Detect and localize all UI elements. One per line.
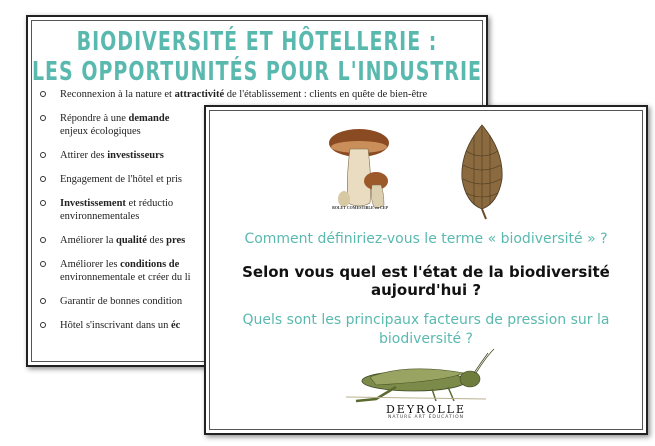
bullet-text: des [146,235,167,246]
bullet-text: Garantir de bonnes condition [60,296,183,307]
brand-tagline: NATURE ART ÉDUCATION [387,415,465,420]
bullet-text-line2: environnementales [60,211,140,222]
bullet-text: Attirer des [60,150,108,161]
bullet-circle-icon [40,115,46,121]
deyrolle-logo [206,403,646,420]
bullet-bold-text: attractivité [174,89,225,100]
bullet-circle-icon [40,200,46,206]
bullet-bold-text: qualité [115,235,147,246]
bullet-text: Améliorer les [60,259,121,270]
pine-cone-illustration [456,121,508,221]
bullet-text: Hôtel s'inscrivant dans un [60,320,171,331]
bullet-circle-icon [40,91,46,97]
bullet-bold-text: conditions de [120,259,180,270]
bullet-circle-icon [40,237,46,243]
bullet-text: et réductio [125,198,174,209]
opportunity-item [36,88,476,101]
question-state: Selon vous quel est l'état de la biodiversité aujourd'hui ? [242,263,610,299]
grasshopper-illustration [336,347,496,405]
bullet-text-line2: enjeux écologiques [60,126,141,137]
front-slide-card [204,105,648,435]
mushroom-label: BOLET COMESTIBLE ou CEP [332,205,388,210]
bullet-text: Engagement de l'hôtel et pris [60,174,183,185]
bullet-circle-icon [40,322,46,328]
question-definition: Comment définiriez-vous le terme « biodiversité » ? [244,231,608,247]
bullet-bold-text: éc [170,320,181,331]
bullet-text: Reconnexion à la nature et [60,89,175,100]
back-slide-title-line1: BIODIVERSITÉ ET HÔTELLERIE : [76,27,438,57]
question-pressure-factors: Quels sont les principaux facteurs de pression sur la biodiversité ? [242,312,610,347]
bullet-text-line2: environnementale et créer du li [60,272,191,283]
bullet-circle-icon [40,298,46,304]
bullet-circle-icon [40,152,46,158]
bullet-text: Répondre à une [60,113,129,124]
back-slide-title-line2: LES OPPORTUNITÉS POUR L'INDUSTRIE [31,57,483,87]
bullet-text: de l'établissement : clients en quête de bien-être [224,89,428,100]
bullet-circle-icon [40,261,46,267]
bullet-bold-text: pres [166,235,186,246]
mushroom-illustration [326,119,392,219]
brand-name: DEYROLLE [385,403,467,416]
bullet-text: Améliorer la [60,235,116,246]
bullet-bold-text: investisseurs [107,150,164,161]
bullet-bold-text: Investissement [60,198,126,209]
bullet-bold-text: demande [128,113,170,124]
bullet-circle-icon [40,176,46,182]
